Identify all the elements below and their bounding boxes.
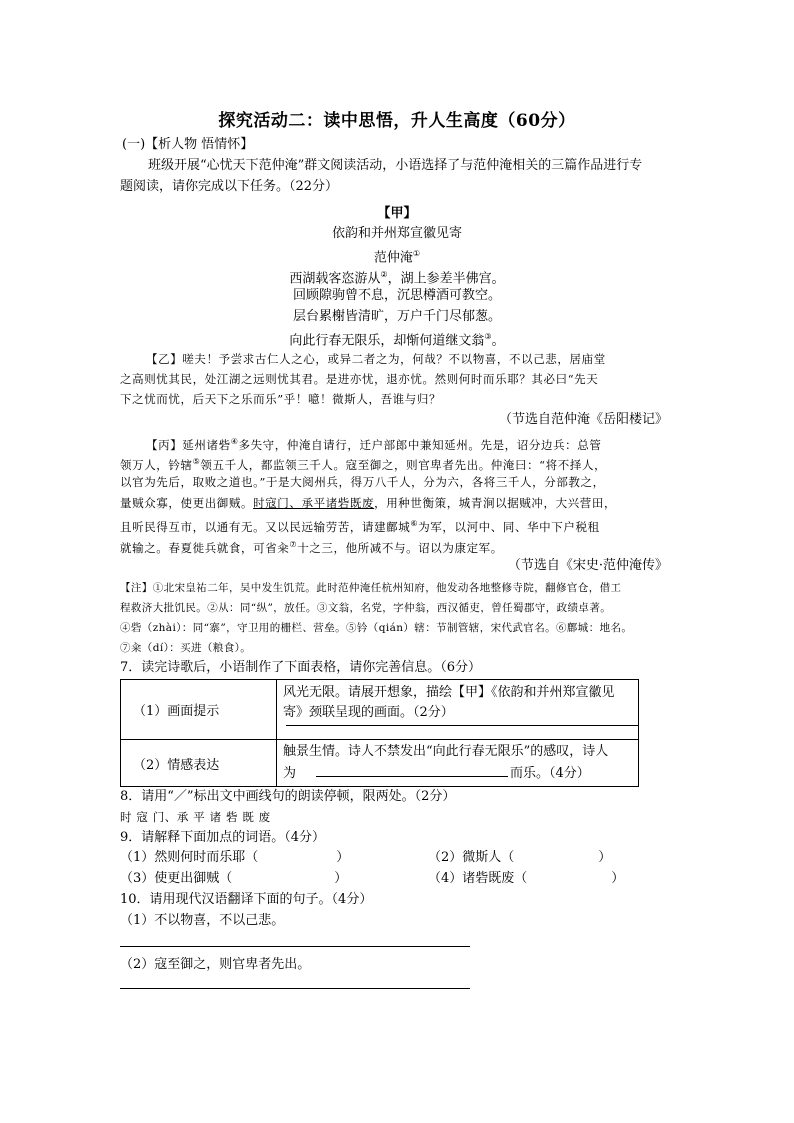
poem-line-3: 层台累榭皆清旷，万户千门尽郁葱。 <box>292 309 501 324</box>
row1-content: 风光无限。请展开想象，描绘【甲】《依韵和并州郑宣徽见 寄》颈联呈现的画面。（2分） <box>277 680 639 740</box>
bing-line-1: 【丙】延州诸砦④多失守，仲淹自请行，迁户部郎中兼知延州。先是，诏分边兵：总管 <box>146 437 602 452</box>
section-heading: (一)【析人物 悟情怀】 <box>122 137 254 152</box>
bing-line-2: 领万人，钤辖⑤领五千人，都监领三千人。寇至御之，则官卑者先出。仲淹曰：“将不择人， <box>120 457 607 472</box>
jia-label: 【甲】 <box>377 206 417 221</box>
intro-text: 班级开展“心忧天下范仲淹”群文阅读活动，小语选择了与范仲淹相关的三篇作品进行专 <box>148 158 643 173</box>
poem-line-4: 向此行春无限乐，却惭何道继文翁③。 <box>289 332 505 349</box>
question-9: 9．请解释下面加点的词语。（4分） <box>120 830 326 845</box>
note-line-3: ④砦（zhài）：同“寨”，守卫用的栅栏、营垒。⑤钤（qián）辖：节制管辖，宋代武官名。⑥鄜城：地名。 <box>120 622 633 634</box>
q10-item-1: （1）不以物喜，不以己悲。 <box>120 913 285 928</box>
bing-line-5: 且听民得互市，以通有无。又以民远输劳苦，请建鄜城⑥为军，以河中、同、华中下户税租 <box>120 519 600 534</box>
poem-line-1: 西湖载客恣游从②，湖上参差半佛宫。 <box>289 270 505 287</box>
yi-line-3: 下之忧而忧，后天下之乐而乐”乎！噫！微斯人，吾谁与归？ <box>120 392 442 406</box>
q9-item-2: （2）微斯人（ ） <box>428 850 612 865</box>
row2-label: （2）情感表达 <box>121 740 277 787</box>
answer-blank[interactable] <box>316 762 508 777</box>
question-10: 10．请用现代汉语翻译下面的句子。（4分） <box>120 892 373 907</box>
underlined-sentence: 时寇门、承平诸砦既废 <box>253 496 375 510</box>
bing-line-6: 就输之。春夏徙兵就食，可省籴⑦十之三，他所减不与。诏以为康定军。 <box>120 540 503 555</box>
question-7: 7．读完诗歌后，小语制作了下面表格，请你完善信息。（6分） <box>120 660 482 675</box>
q9-item-1: （1）然则何时而乐耶（ ） <box>120 850 350 865</box>
answer-line-1[interactable] <box>120 946 470 947</box>
yi-line-1: 【乙】嗟夫！予尝求古仁人之心，或异二者之为，何哉？不以物喜，不以己悲，居庙堂 <box>146 352 606 366</box>
question-8: 8．请用“／”标出文中画线句的朗读停顿，限两处。（2分） <box>120 789 456 804</box>
question-8-sentence: 时 寇 门、承 平 诸 砦 既 废 <box>120 810 271 824</box>
note-line-2: 程救济大批饥民。②从：同“纵”，放任。③文翁，名党，字仲翁，西汉循吏，曾任蜀郡守，政绩卓著。 <box>120 602 612 614</box>
poem-author: 范仲淹① <box>373 249 421 266</box>
poem-line-2: 回顾隙驹曾不息，沉思樽酒可教空。 <box>292 288 501 303</box>
yi-source: （节选自范仲淹《岳阳楼记》 <box>498 412 668 427</box>
question-7-table <box>120 679 639 787</box>
intro-text-cont: 题阅读，请你完成以下任务。（22分） <box>120 179 339 194</box>
note-line-4: ⑦籴（dí）：买进（粮食）。 <box>120 642 252 654</box>
note-line-1: 【注】①北宋皇祐二年，吴中发生饥荒。此时范仲淹任杭州知府，他发动各地整修寺院，翻修官仓，借工 <box>120 582 622 594</box>
bing-source: （节选自《宋史·范仲淹传》 <box>507 558 668 573</box>
q9-item-3: （3）使更出御贼（ ） <box>120 871 348 886</box>
poem-title: 依韵和并州郑宣徽见寄 <box>331 226 462 241</box>
row1-label: （1）画面提示 <box>121 680 277 740</box>
answer-line-2[interactable] <box>120 988 470 989</box>
bing-line-3: 以官为先后，取败之道也。”于是大阅州兵，得万八千人，分为六，各将三千人，分部教之， <box>120 475 605 489</box>
page-title: 探究活动二：读中思悟，升人生高度（60分） <box>218 111 576 131</box>
row2-content: 触景生情。诗人不禁发出“向此行春无限乐”的感叹，诗人 为 而乐。（4分） <box>277 740 639 787</box>
bing-line-4: 量贼众寡，使更出御贼。时寇门、承平诸砦既废，用种世衡策，城青涧以据贼冲，大兴营田， <box>120 496 617 510</box>
answer-line[interactable] <box>286 725 638 726</box>
q9-item-4: （4）诸砦既废（ ） <box>428 871 625 886</box>
q10-item-2: （2）寇至御之，则官卑者先出。 <box>120 957 311 972</box>
yi-line-2: 之高则忧其民，处江湖之远则忧其君。是进亦忧，退亦忧。然则何时而乐耶？其必曰“先天 <box>120 372 599 386</box>
